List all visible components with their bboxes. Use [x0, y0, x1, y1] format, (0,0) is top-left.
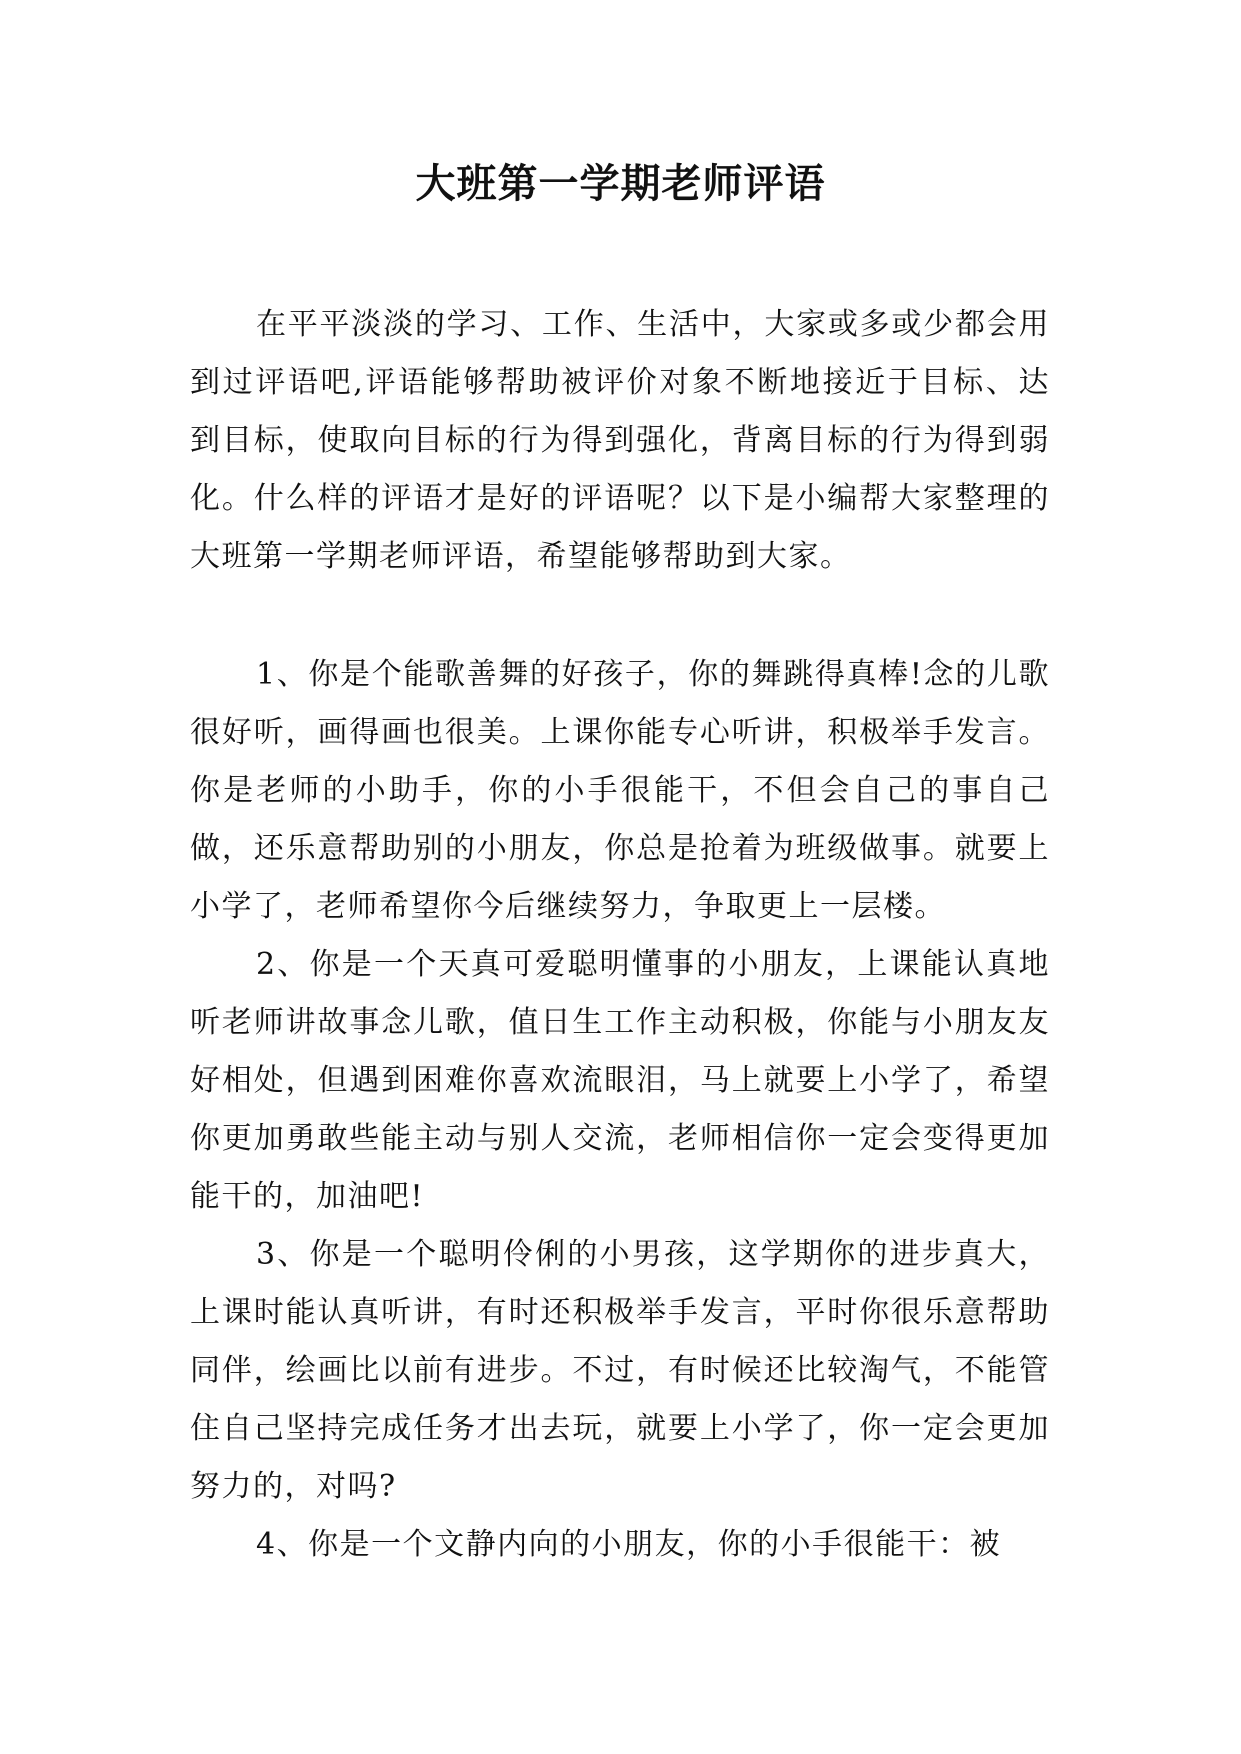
comment-item-2: 2、你是一个天真可爱聪明懂事的小朋友，上课能认真地听老师讲故事念儿歌，值日生工作主动积极，你能与小朋友友好相处，但遇到困难你喜欢流眼泪，马上就要上小学了，希望你更加勇敢些能主动与别人交流，老师相信你一定会变得更加能干的，加油吧! — [190, 947, 1050, 1214]
document-title: 大班第一学期老师评语 — [415, 160, 826, 207]
comment-item-3: 3、你是一个聪明伶俐的小男孩，这学期你的进步真大，上课时能认真听讲，有时还积极举手发言，平时你很乐意帮助同伴，绘画比以前有进步。不过，有时候还比较淘气，不能管住自己坚持完成任务才出去玩，就要上小学了，你一定会更加努力的，对吗? — [190, 1237, 1050, 1504]
comment-item-1: 1、你是个能歌善舞的好孩子，你的舞跳得真棒!念的儿歌很好听，画得画也很美。上课你能专心听讲，积极举手发言。你是老师的小助手，你的小手很能干，不但会自己的事自己做，还乐意帮助别的小朋友，你总是抢着为班级做事。就要上小学了，老师希望你今后继续努力，争取更上一层楼。 — [190, 657, 1050, 924]
comment-item-4: 4、你是一个文静内向的小朋友，你的小手很能干：被 — [256, 1527, 1002, 1562]
intro-paragraph: 在平平淡淡的学习、工作、生活中，大家或多或少都会用到过评语吧,评语能够帮助被评价对象不断地接近于目标、达到目标，使取向目标的行为得到强化，背离目标的行为得到弱化。什么样的评语才是好的评语呢？以下是小编帮大家整理的大班第一学期老师评语，希望能够帮助到大家。 — [190, 307, 1050, 574]
comment-list — [190, 646, 1050, 1574]
